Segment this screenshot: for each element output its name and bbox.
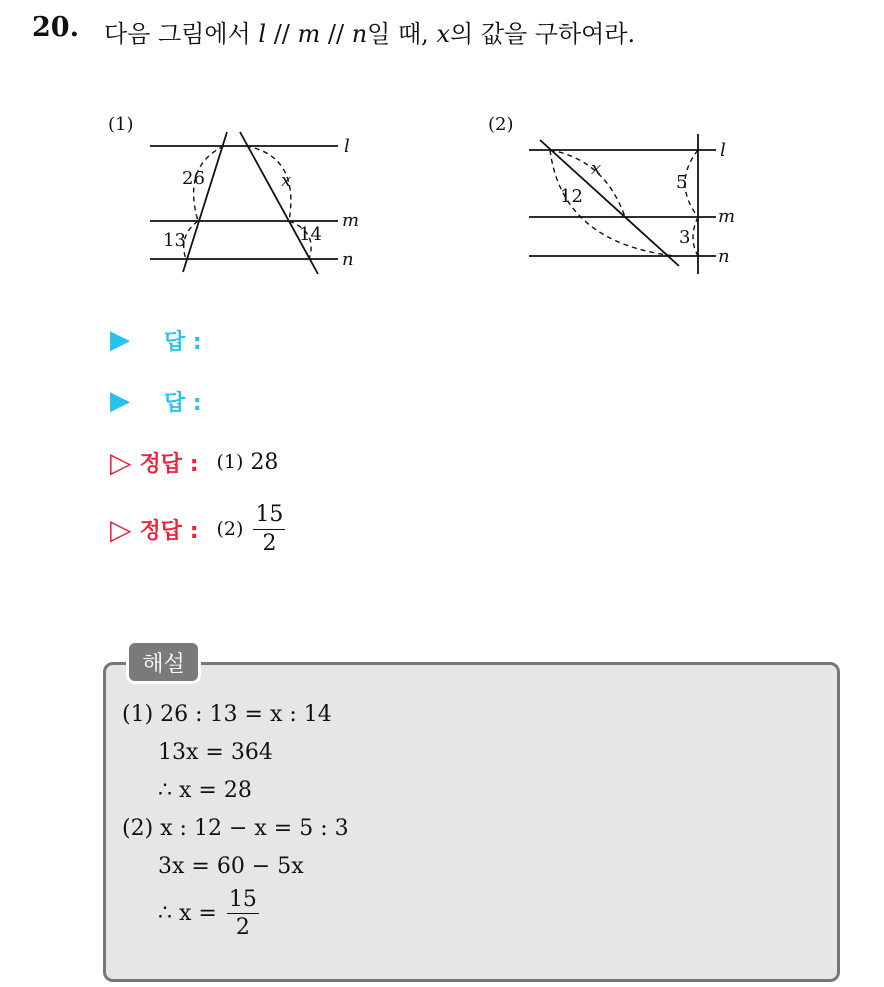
solution-line-2: 13x = 364 [158,740,273,765]
figure-1-label: (1) [108,114,134,135]
label-13: 13 [163,230,186,251]
answer-row-2 [110,381,202,421]
correct-answer-row-1 [110,442,278,482]
answer-row-1 [110,320,202,360]
answer-label: 답 : [164,390,202,416]
label-n: n [718,246,730,267]
label-26: 26 [182,168,205,189]
correct-marker-icon: ▷ [110,445,132,479]
solution-line-1: (1) 26 : 13 = x : 14 [122,702,332,727]
figure-2-label: (2) [488,114,514,135]
label-l: l [720,140,726,161]
solution-line-4: (2) x : 12 − x = 5 : 3 [122,816,349,841]
correct-marker-icon: ▷ [110,512,132,546]
label-m: m [342,210,360,231]
label-12: 12 [560,186,583,207]
question-number: 20. [32,12,79,43]
answer-marker-icon: ▶ [110,386,130,416]
correct-answer-value: (1) 28 [216,449,279,475]
figure-1 [100,108,370,280]
correct-answer-label: 정답 : [139,518,199,544]
fraction: $\frac{15}{2}$ [255,502,284,556]
correct-answer-row-2 [110,498,285,560]
transversal-left [183,132,227,272]
figure-2 [480,108,770,280]
transversal-right [240,132,318,274]
label-3: 3 [679,227,691,248]
answer-label: 답 : [164,329,202,355]
label-14: 14 [299,224,322,245]
correct-answer-value: (2) $\frac{15}{2}$ [216,502,284,556]
label-x: x [281,170,292,191]
solution-line-3: ∴ x = 28 [158,778,252,803]
question-text: 다음 그림에서 l // m // n일 때, x의 값을 구하여라. [104,20,636,48]
label-5: 5 [676,172,688,193]
label-l: l [344,136,350,157]
answer-marker-icon: ▶ [110,325,130,355]
solution-line-6: ∴ x = $\frac{15}{2}$ [158,887,257,941]
solution-tag: 해설 [129,643,198,681]
solution-line-5: 3x = 60 − 5x [158,854,304,879]
label-x: x [591,158,602,179]
label-n: n [342,249,354,270]
label-m: m [718,206,736,227]
fraction: $\frac{15}{2}$ [228,887,257,941]
correct-answer-label: 정답 : [139,451,199,477]
